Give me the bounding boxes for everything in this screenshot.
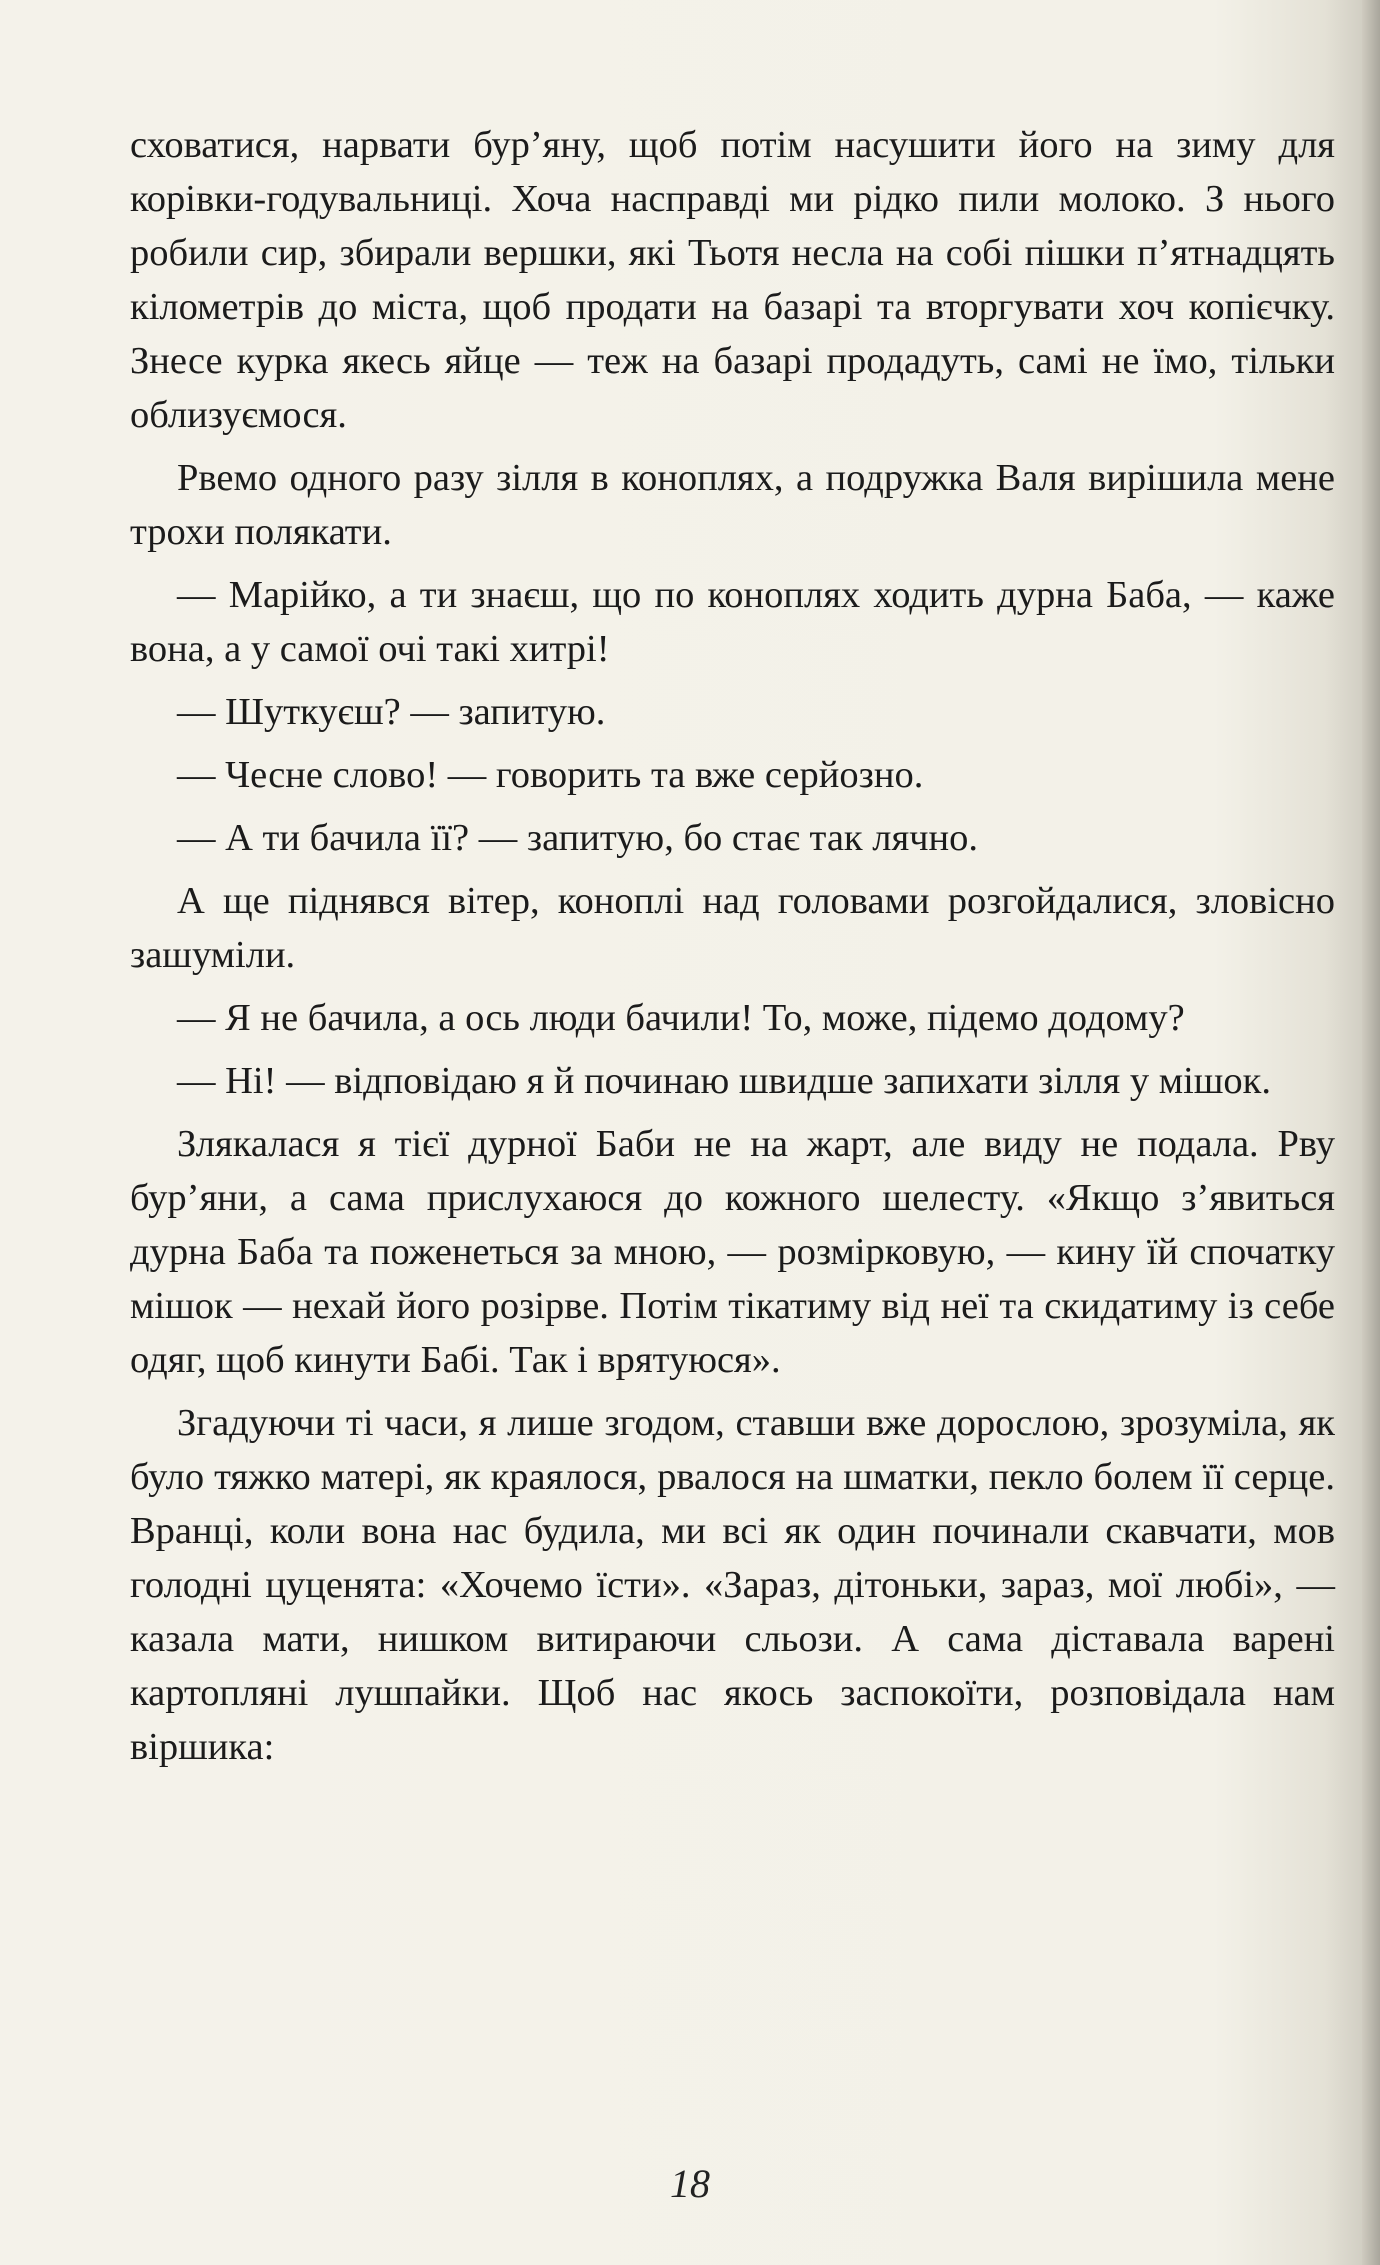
dialogue-line: — Чесне слово! — говорить та вже серйозно. [177,754,924,796]
paragraph: Злякалася я тієї дурної Баби не на жарт, але виду не подала. Рву бур’яни, а сама прислухаюся до кожного шелесту. «Якщо з’явиться дурна Баба та поженеться за мною, — розмірковую, — кину їй спочатку мішок — нехай його розірве. Потім тікатиму від неї та скидатиму із себе одяг, щоб кинути Бабі. Так і врятуюся». [130,1123,1335,1381]
paragraph: А ще піднявся вітер, коноплі над головами розгойдалися, зловісно зашуміли. [130,880,1335,976]
body-text [130,118,1335,1783]
page-edge-shadow [1362,0,1380,2265]
dialogue-line: — Я не бачила, а ось люди бачили! То, може, підемо додому? [177,997,1185,1039]
page-number: 18 [670,2161,710,2206]
paragraph: Згадуючи ті часи, я лише згодом, ставши вже дорослою, зрозуміла, як було тяжко матері, як краялося, рвалося на шматки, пекло болем її серце. Вранці, коли вона нас будила, ми всі як один починали скавчати, мов голодні цуценята: «Хочемо їсти». «Зараз, дітоньки, зараз, мої любі», — казала мати, нишком витираючи сльози. А сама діставала варені картопляні лушпайки. Щоб нас якось заспокоїти, розповідала нам віршика: [130,1402,1335,1768]
dialogue-line: — Ні! — відповідаю я й починаю швидше запихати зілля у мішок. [177,1060,1271,1102]
paragraph: Рвемо одного разу зілля в коноплях, а подружка Валя вирішила мене трохи полякати. [130,457,1335,553]
dialogue-line: — Шуткуєш? — запитую. [177,691,606,733]
dialogue-line: — Марійко, а ти знаєш, що по коноплях ходить дурна Баба, — каже вона, а у самої очі такі хитрі! [130,574,1335,670]
dialogue-line: — А ти бачила її? — запитую, бо стає так лячно. [177,817,978,859]
paragraph-continued: сховатися, нарвати бур’яну, щоб потім насушити його на зиму для корівки-годувальниці. Хоча насправді ми рідко пили молоко. З нього робили сир, збирали вершки, які Тьотя несла на собі пішки п’ятнадцять кілометрів до міста, щоб продати на базарі та вторгувати хоч копієчку. Знесе курка якесь яйце — теж на базарі продадуть, самі не їмо, тільки облизуємося. [130,124,1335,436]
